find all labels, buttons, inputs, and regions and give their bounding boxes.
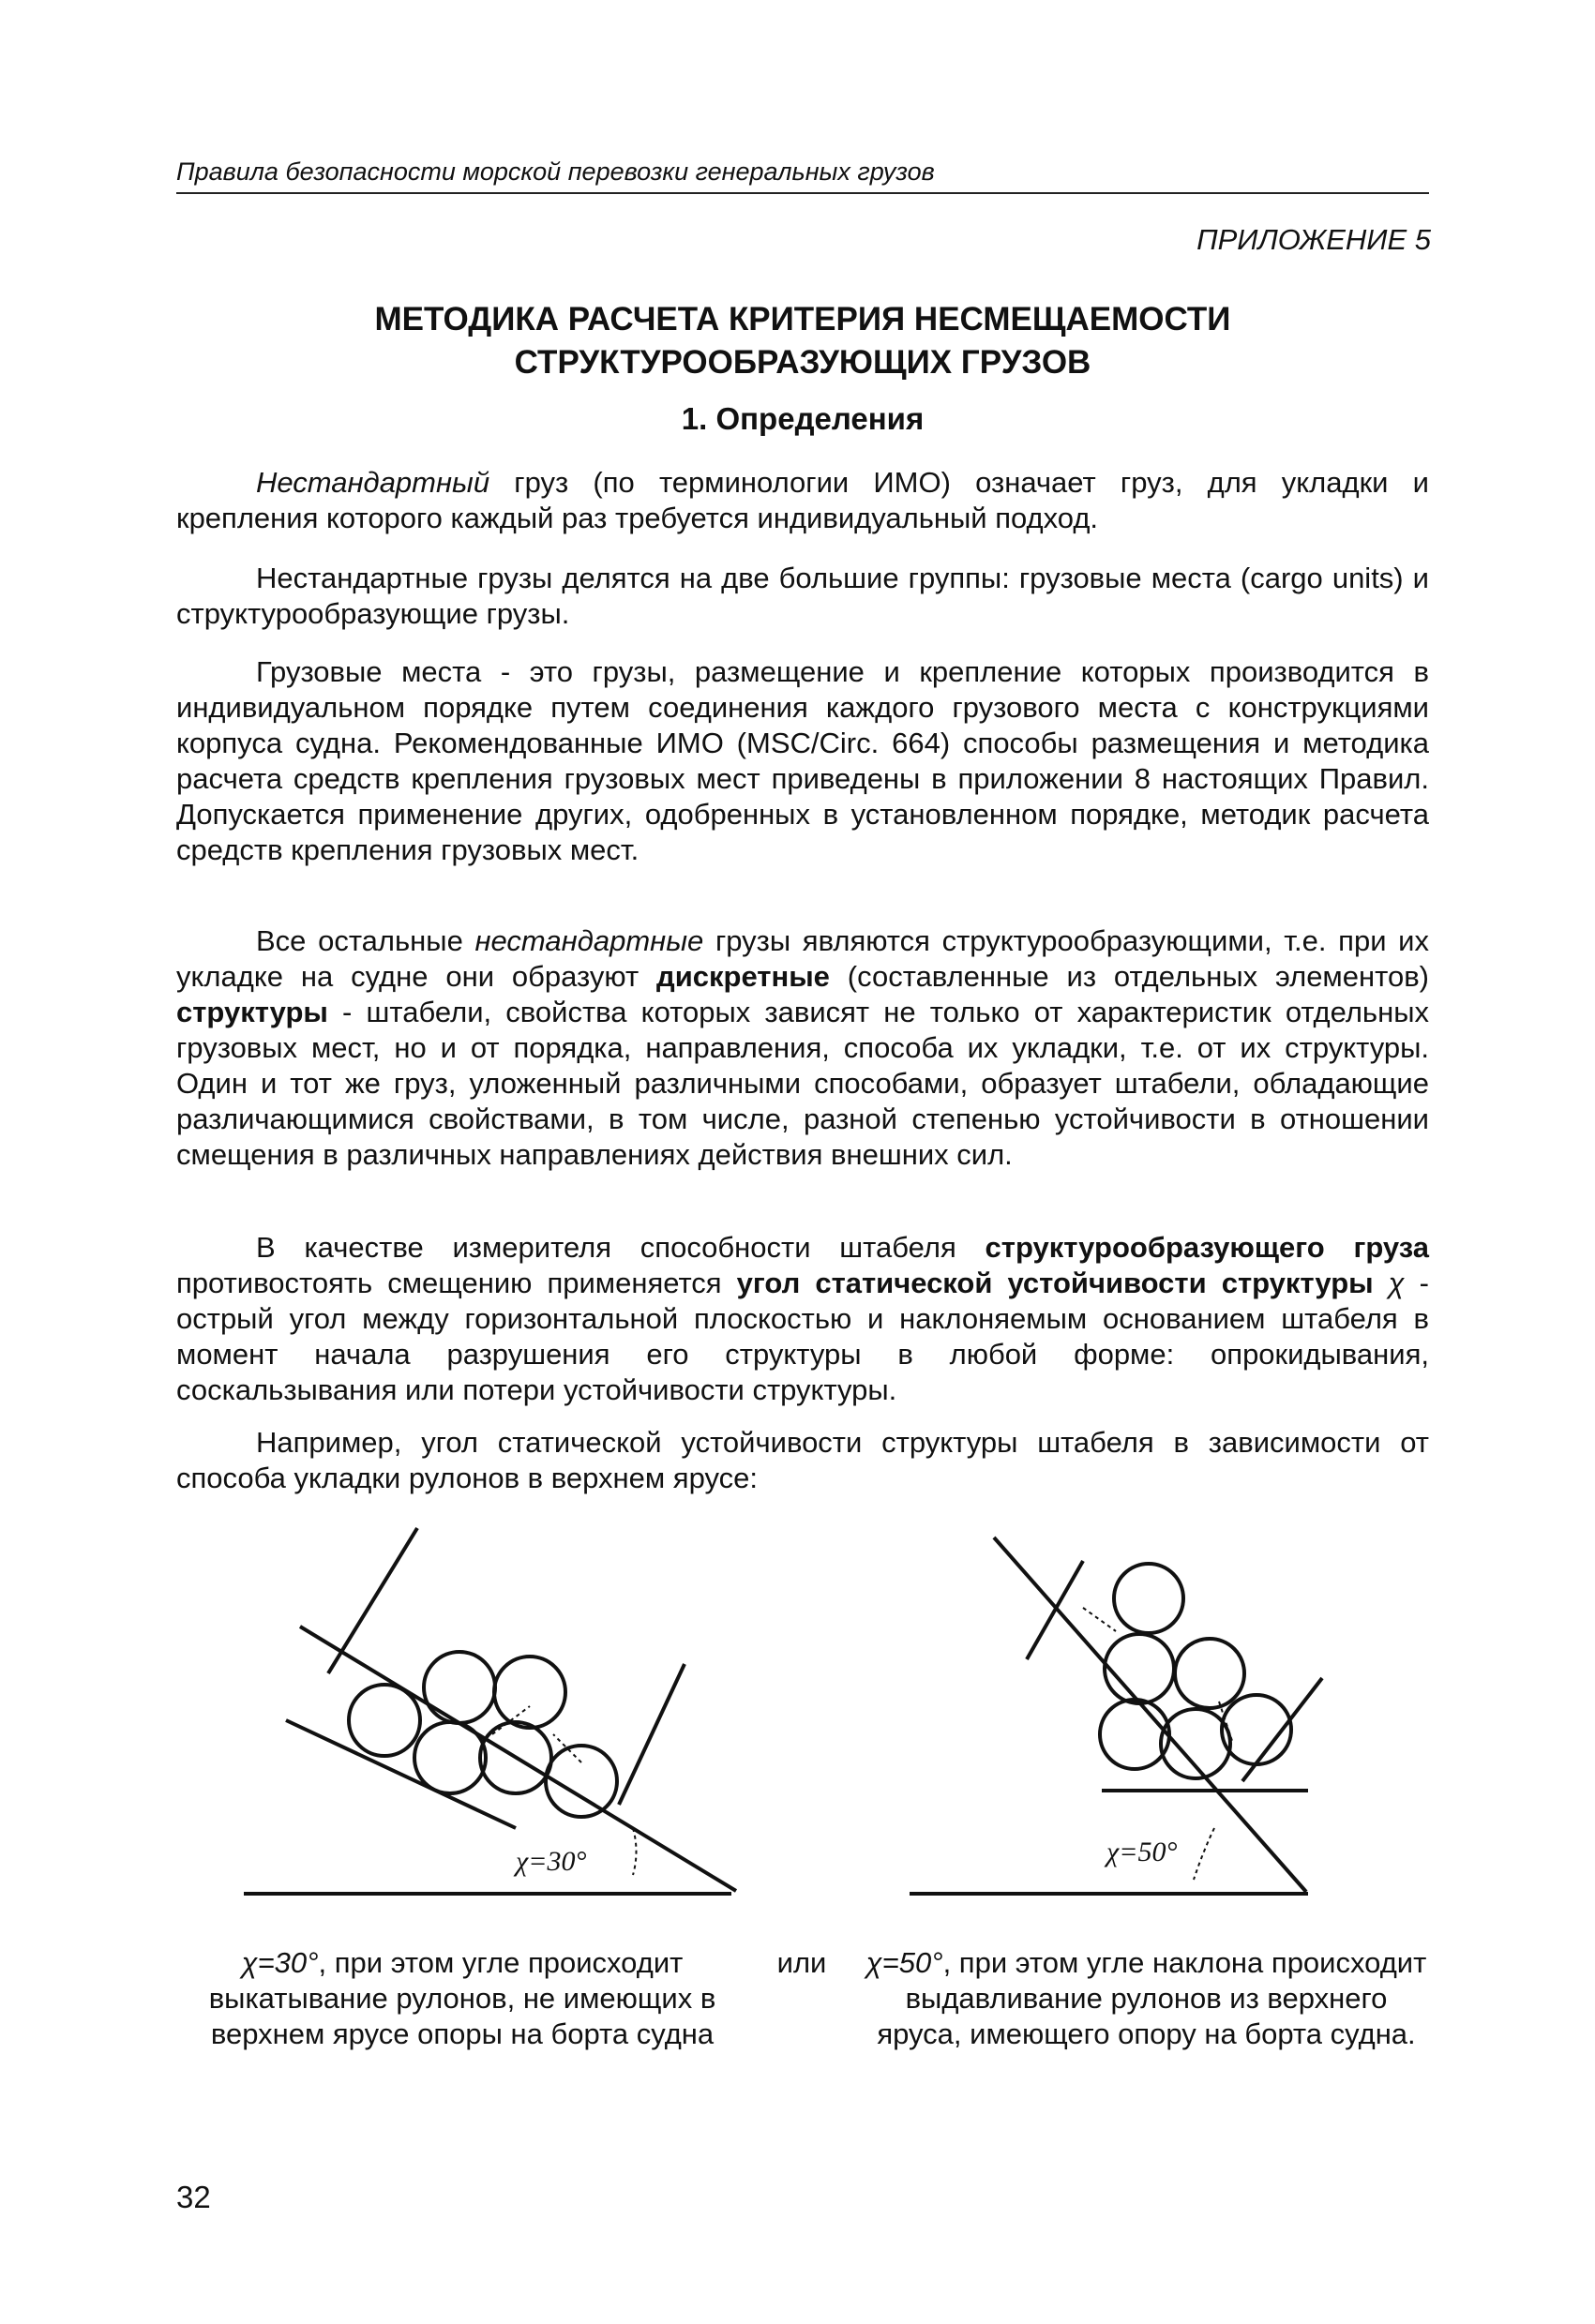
p5-a: В качестве измерителя способности штабеля (256, 1231, 986, 1264)
angle-label-50: χ=50° (1106, 1837, 1178, 1867)
paragraph-6: Например, угол статической устойчивости структуры штабеля в зависимости от способа укладки рулонов в верхнем ярусе: (176, 1426, 1429, 1494)
p5-chi: χ (1373, 1267, 1405, 1299)
roll-1 (1114, 1564, 1183, 1633)
caption-or: или (776, 1946, 827, 1979)
appendix-label: ПРИЛОЖЕНИЕ 5 (1196, 223, 1431, 256)
document-title (176, 298, 1429, 384)
right-wall-line (619, 1664, 685, 1805)
caption-left-text: , при этом угле происходит выкатывание рулонов, не имеющих в верхнем ярусе опоры на борта судна (208, 1946, 716, 2050)
p4-c: грузы являются структурообразующими, т.е. при их укладке на судне они образуют (176, 924, 1430, 993)
roll-4 (414, 1722, 486, 1793)
p4-b: нестандартные (474, 924, 704, 957)
roll-4 (1100, 1700, 1169, 1769)
caption-left-chi: χ=30° (241, 1946, 319, 1979)
p4-e: (составленные из отдельных элементов) (829, 960, 1429, 993)
p4-d: дискретные (656, 960, 830, 993)
stack-diagram-30 (234, 1519, 760, 1912)
stack-diagram-50 (895, 1519, 1421, 1912)
p4-a: Все остальные (256, 924, 475, 957)
roll-2 (1105, 1634, 1174, 1703)
top-support-line (1027, 1561, 1083, 1659)
p5-c: противостоять смещению применяется (176, 1267, 737, 1299)
roll-3 (349, 1685, 420, 1756)
page-number: 32 (176, 2180, 211, 2214)
caption-right (863, 1945, 1430, 2052)
roll-3 (1175, 1639, 1244, 1708)
title-line-1: МЕТОДИКА РАСЧЕТА КРИТЕРИЯ НЕСМЕЩАЕМОСТИ (374, 301, 1231, 337)
p4-f: структуры (176, 996, 328, 1028)
paragraph-2: Нестандартные грузы делятся на две большие группы: грузовые места (cargo units) и структурообразующие грузы. (176, 562, 1429, 630)
caption-right-text: , при этом угле наклона происходит выдавливание рулонов из верхнего яруса, имеющего опору на борта судна. (877, 1946, 1427, 2050)
p4-g: - штабели, свойства которых зависят не только от характеристик отдельных грузовых мест, но и от порядка, направления, способа их укладки, т.е. от их структуры. Один и тот же груз, уложенный различными способами, образует штабели, обладающие различающимися свойствами, в том числе, разной степенью устойчивости в отношении смещения в различных направлениях действия внешних сил. (176, 996, 1429, 1171)
caption-right-chi: χ=50° (865, 1946, 943, 1979)
roll-1 (424, 1652, 495, 1723)
left-wall-line (328, 1528, 417, 1673)
running-header: Правила безопасности морской перевозки генеральных грузов (176, 157, 1429, 194)
title-line-2: СТРУКТУРООБРАЗУЮЩИХ ГРУЗОВ (514, 344, 1091, 381)
p5-d: угол статической устойчивости структуры (736, 1267, 1374, 1299)
paragraph-5 (176, 1230, 1429, 1408)
paragraph-1 (176, 465, 1429, 536)
roll-2 (494, 1657, 565, 1728)
angle-label-30: χ=30° (516, 1846, 587, 1877)
paragraph-1-text: груз (по терминологии ИМО) означает груз, для укладки и крепления которого каждый раз требуется индивидуальный подход. (176, 466, 1429, 534)
caption-left (176, 1945, 748, 2052)
section-heading: 1. Определения (681, 401, 925, 436)
p5-f: - острый угол между горизонтальной плоскостью и наклоняемым основанием штабеля в момент начала разрушения его структуры в любой форме: опрокидывания, соскальзывания или потери устойчивости структуры. (176, 1267, 1429, 1406)
paragraph-4 (176, 923, 1429, 1173)
paragraph-3: Грузовые места - это грузы, размещение и крепление которых производится в индивидуальном порядке путем соединения каждого грузового места с конструкциями корпуса судна. Рекомендованные ИМО (MSC/Circ. 664) способы размещения и методика расчета средств крепления грузовых мест приведены в приложении 8 настоящих Правил. Допускается применение других, одобренных в установленном порядке, методик расчета средств крепления грузовых мест. (176, 655, 1429, 866)
p5-b: структурообразующего груза (985, 1231, 1429, 1264)
term-nonstandard: Нестандартный (256, 466, 490, 499)
